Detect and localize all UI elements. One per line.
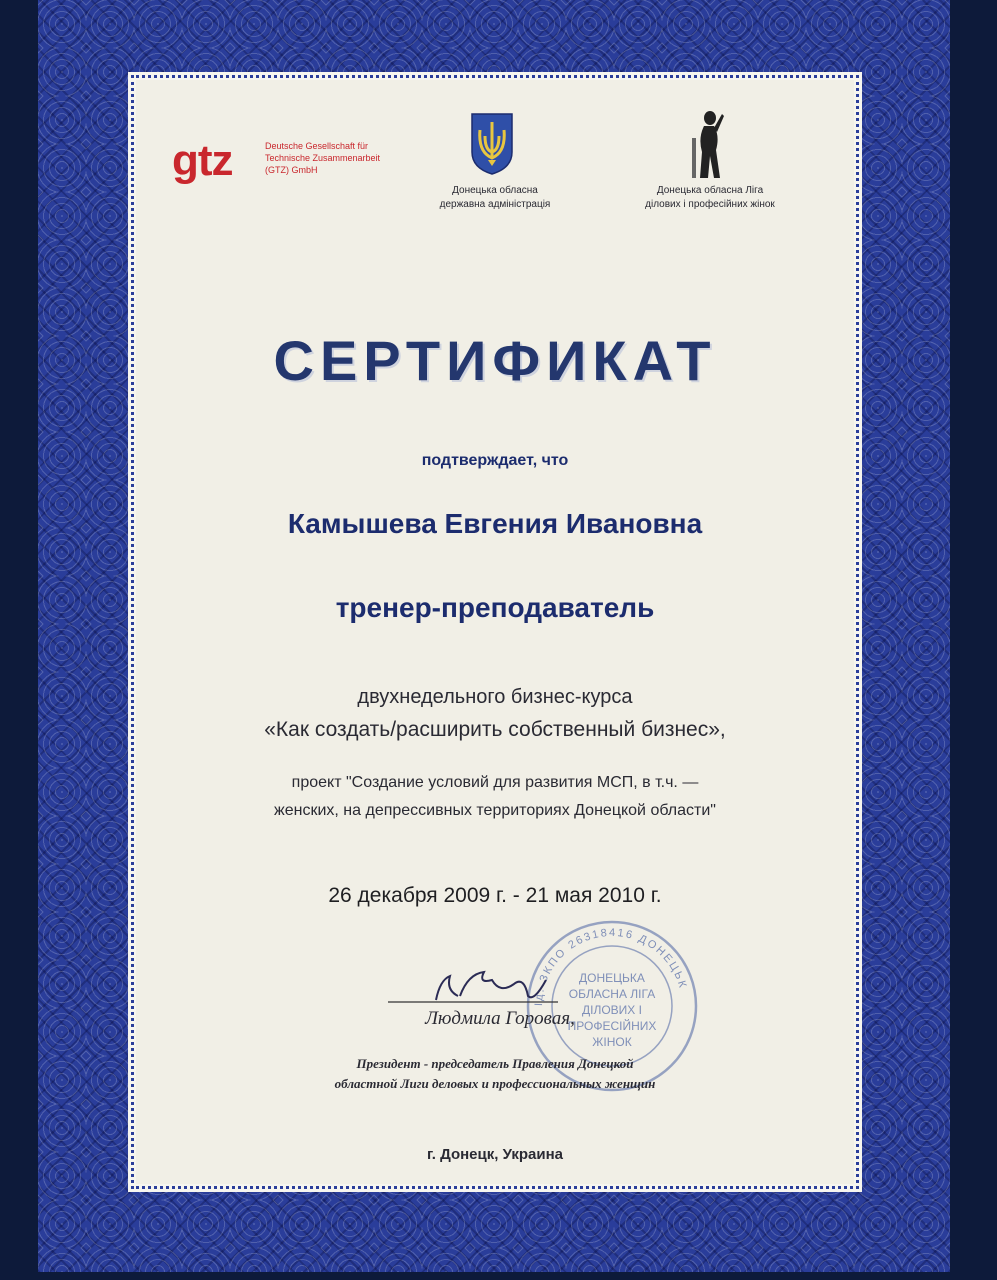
- liga-figure-icon: [690, 108, 726, 180]
- admin-line-2: державна адміністрація: [439, 199, 551, 210]
- recipient-name: Камышева Евгения Ивановна: [287, 508, 703, 539]
- admin-line-1: Донецька обласна: [452, 185, 538, 196]
- stamp-line-4: ПРОФЕСІЙНИХ: [567, 1019, 657, 1033]
- stamp-outer-text: Ід. ЗКПО 26318416 ДОНЕЦЬК: [532, 926, 689, 1007]
- gtz-line-3: (GTZ) GmbH: [265, 165, 318, 175]
- stamp-line-3: ДІЛОВИХ І: [582, 1003, 642, 1017]
- stamp-line-2: ОБЛАСНА ЛІГА: [568, 987, 656, 1001]
- certificate-title: СЕРТИФИКАТ: [273, 329, 717, 392]
- recipient-role: тренер-преподаватель: [335, 592, 655, 623]
- course-dates: 26 декабря 2009 г. - 21 мая 2010 г.: [328, 884, 662, 907]
- confirms-text: подтверждает, что: [421, 452, 569, 469]
- gtz-line-2: Technische Zusammenarbeit: [265, 153, 381, 163]
- liga-label: [620, 184, 800, 212]
- gtz-line-1: Deutsche Gesellschaft für: [265, 141, 369, 151]
- city-label: г. Донецк, Украина: [427, 1146, 563, 1163]
- signer-name: Людмила Горовая,: [425, 1008, 575, 1029]
- stamp-line-1: ДОНЕЦЬКА: [579, 971, 645, 985]
- signer-position-line-1: Президент - председатель Правления Донецкой: [356, 1056, 634, 1071]
- liga-line-2: ділових і професійних жінок: [645, 199, 775, 210]
- liga-line-1: Донецька обласна Ліга: [656, 185, 764, 196]
- course-line-2: «Как создать/расширить собственный бизнес»,: [264, 718, 726, 741]
- project-line-2: женских, на депрессивных территориях Донецкой области": [274, 802, 716, 819]
- stamp-line-5: ЖІНОК: [592, 1035, 632, 1049]
- course-line-1: двухнедельного бизнес-курса: [357, 686, 633, 708]
- project-line-1: проект "Создание условий для развития МСП, в т.ч. —: [291, 774, 699, 791]
- admin-label: [420, 184, 570, 212]
- signer-position-line-2: областной Лиги деловых и профессиональных женщин: [334, 1076, 656, 1091]
- trident-emblem-icon: [468, 112, 516, 176]
- gtz-logo-text: [265, 140, 415, 176]
- gtz-logo-mark: gtz: [172, 136, 233, 185]
